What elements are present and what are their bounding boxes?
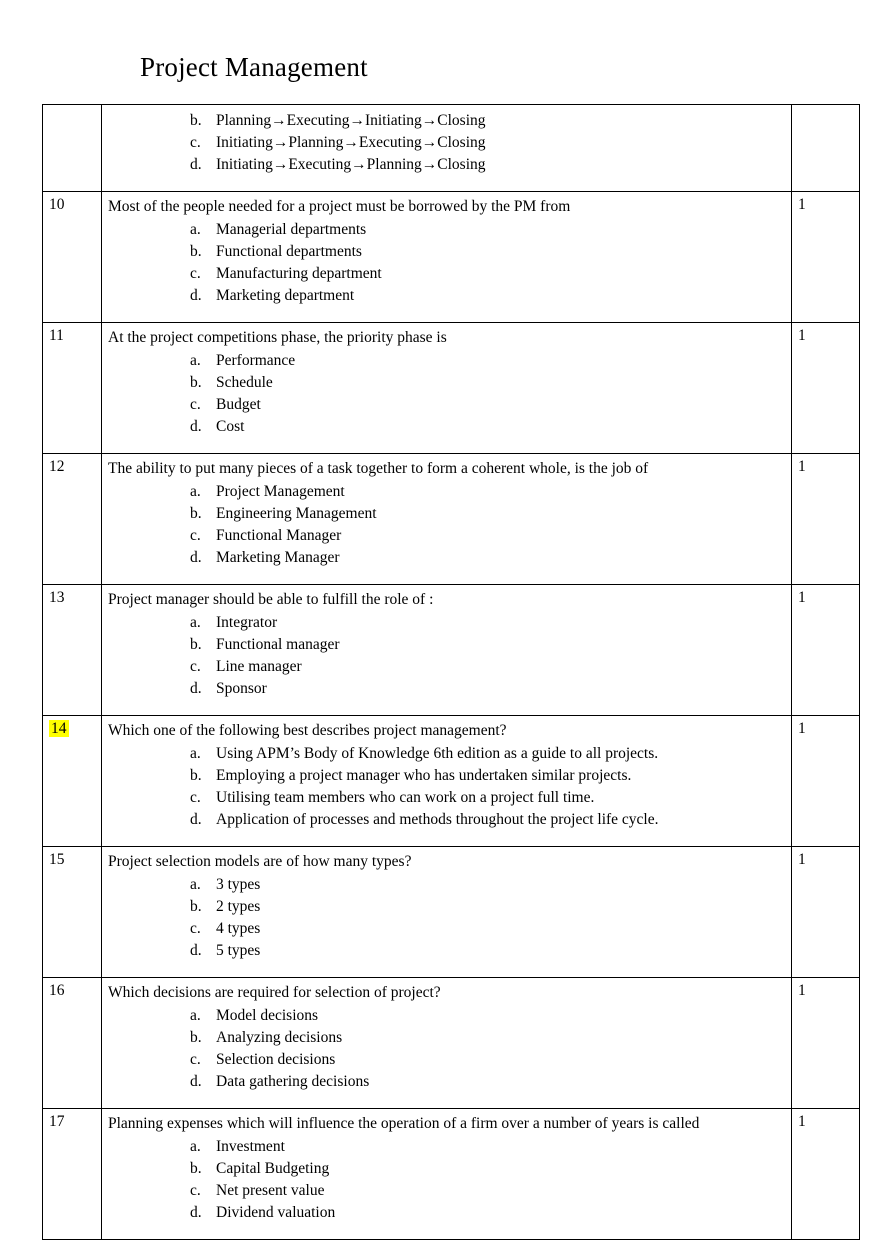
- option-item: [190, 940, 785, 962]
- option-letter: a.: [190, 614, 201, 631]
- question-cell: [102, 978, 792, 1109]
- option-letter: b.: [190, 505, 202, 522]
- option-text: Marketing department: [216, 287, 355, 304]
- option-letter: c.: [190, 134, 201, 151]
- option-text: 4 types: [216, 920, 261, 937]
- option-item: [190, 1049, 785, 1071]
- option-text: Investment: [216, 1138, 285, 1155]
- option-text: Budget: [216, 396, 261, 413]
- option-item: [190, 1071, 785, 1093]
- option-text: Initiating→Executing→Planning→Closing: [216, 156, 486, 173]
- question-row: [43, 585, 860, 716]
- option-item: [190, 481, 785, 503]
- question-number: 13: [49, 589, 65, 606]
- options-list: [108, 874, 785, 962]
- question-row: [43, 323, 860, 454]
- option-text: Planning→Executing→Initiating→Closing: [216, 112, 486, 129]
- question-text: Most of the people needed for a project must be borrowed by the PM from: [108, 198, 571, 215]
- option-text: Employing a project manager who has undertaken similar projects.: [216, 767, 632, 784]
- marks-cell: 1: [792, 1109, 860, 1240]
- option-item: [190, 241, 785, 263]
- option-text: Sponsor: [216, 680, 267, 697]
- option-text: Data gathering decisions: [216, 1073, 370, 1090]
- marks-cell: 1: [792, 978, 860, 1109]
- questions-body: [43, 105, 860, 1240]
- option-letter: c.: [190, 920, 201, 937]
- option-letter: c.: [190, 527, 201, 544]
- option-item: [190, 110, 785, 132]
- option-letter: a.: [190, 221, 201, 238]
- question-number-cell: [43, 192, 102, 323]
- question-row: [43, 716, 860, 847]
- option-text: Functional departments: [216, 243, 362, 260]
- option-text: Project Management: [216, 483, 345, 500]
- option-letter: a.: [190, 352, 201, 369]
- question-number-cell: [43, 1109, 102, 1240]
- question-text: Project selection models are of how many types?: [108, 853, 412, 870]
- question-row: [43, 978, 860, 1109]
- question-text: The ability to put many pieces of a task together to form a coherent whole, is the job of: [108, 460, 649, 477]
- question-row: [43, 847, 860, 978]
- question-number-cell: [43, 978, 102, 1109]
- question-number-cell: [43, 585, 102, 716]
- option-text: Dividend valuation: [216, 1204, 336, 1221]
- option-letter: d.: [190, 942, 202, 959]
- option-letter: d.: [190, 156, 202, 173]
- marks-cell: 1: [792, 323, 860, 454]
- option-item: [190, 263, 785, 285]
- option-text: Schedule: [216, 374, 273, 391]
- question-cell: [102, 323, 792, 454]
- option-letter: c.: [190, 658, 201, 675]
- question-row: [43, 192, 860, 323]
- option-letter: b.: [190, 243, 202, 260]
- question-number-cell: [43, 454, 102, 585]
- marks-cell: 1: [792, 847, 860, 978]
- options-list: [108, 612, 785, 700]
- question-text: At the project competitions phase, the priority phase is: [108, 329, 447, 346]
- option-text: Integrator: [216, 614, 278, 631]
- option-text: Initiating→Planning→Executing→Closing: [216, 134, 486, 151]
- option-item: [190, 1136, 785, 1158]
- option-text: Model decisions: [216, 1007, 319, 1024]
- question-number: 12: [49, 458, 65, 475]
- option-letter: a.: [190, 1007, 201, 1024]
- option-letter: b.: [190, 898, 202, 915]
- marks-cell: 1: [792, 585, 860, 716]
- marks-cell: 1: [792, 192, 860, 323]
- option-item: [190, 1005, 785, 1027]
- option-letter: a.: [190, 1138, 201, 1155]
- option-item: [190, 896, 785, 918]
- option-letter: a.: [190, 876, 201, 893]
- option-item: [190, 765, 785, 787]
- question-number-cell: [43, 105, 102, 192]
- option-item: [190, 1180, 785, 1202]
- option-text: Net present value: [216, 1182, 325, 1199]
- option-letter: d.: [190, 418, 202, 435]
- option-letter: c.: [190, 1051, 201, 1068]
- question-row: [43, 105, 860, 192]
- option-text: Utilising team members who can work on a project full time.: [216, 789, 595, 806]
- option-text: Capital Budgeting: [216, 1160, 330, 1177]
- page-title: Project Management: [140, 52, 368, 82]
- option-text: Using APM’s Body of Knowledge 6th edition as a guide to all projects.: [216, 745, 659, 762]
- option-letter: d.: [190, 811, 202, 828]
- option-letter: b.: [190, 767, 202, 784]
- option-item: [190, 372, 785, 394]
- option-text: Analyzing decisions: [216, 1029, 343, 1046]
- option-text: 5 types: [216, 942, 261, 959]
- option-letter: c.: [190, 396, 201, 413]
- option-letter: a.: [190, 483, 201, 500]
- option-item: [190, 416, 785, 438]
- option-letter: d.: [190, 1073, 202, 1090]
- option-letter: b.: [190, 1160, 202, 1177]
- option-item: [190, 503, 785, 525]
- question-row: [43, 454, 860, 585]
- option-item: [190, 612, 785, 634]
- question-cell: [102, 454, 792, 585]
- options-list: [108, 350, 785, 438]
- option-text: Engineering Management: [216, 505, 377, 522]
- marks-cell: 1: [792, 454, 860, 585]
- option-text: Manufacturing department: [216, 265, 382, 282]
- option-letter: d.: [190, 680, 202, 697]
- option-letter: a.: [190, 745, 201, 762]
- option-letter: b.: [190, 374, 202, 391]
- question-cell: [102, 716, 792, 847]
- question-number: 14: [51, 720, 67, 737]
- question-number: 17: [49, 1113, 65, 1130]
- options-list: [108, 1136, 785, 1224]
- options-list: [108, 743, 785, 831]
- option-item: [190, 154, 785, 176]
- option-letter: b.: [190, 112, 202, 129]
- option-item: [190, 656, 785, 678]
- option-text: 2 types: [216, 898, 261, 915]
- option-item: [190, 809, 785, 831]
- options-list: [108, 1005, 785, 1093]
- question-cell: [102, 585, 792, 716]
- option-letter: d.: [190, 1204, 202, 1221]
- option-item: [190, 525, 785, 547]
- option-text: Managerial departments: [216, 221, 367, 238]
- options-list: [108, 219, 785, 307]
- option-text: Functional Manager: [216, 527, 342, 544]
- question-number: 10: [49, 196, 65, 213]
- question-number-cell: [43, 323, 102, 454]
- options-list: [108, 481, 785, 569]
- option-text: 3 types: [216, 876, 261, 893]
- option-letter: c.: [190, 265, 201, 282]
- option-letter: d.: [190, 287, 202, 304]
- option-item: [190, 874, 785, 896]
- option-item: [190, 547, 785, 569]
- option-text: Functional manager: [216, 636, 340, 653]
- option-item: [190, 678, 785, 700]
- question-cell: [102, 105, 792, 192]
- option-item: [190, 285, 785, 307]
- option-letter: c.: [190, 789, 201, 806]
- question-number-cell: [43, 847, 102, 978]
- question-number: 16: [49, 982, 65, 999]
- questions-table: [42, 104, 860, 1240]
- question-cell: [102, 1109, 792, 1240]
- option-letter: b.: [190, 1029, 202, 1046]
- option-text: Line manager: [216, 658, 302, 675]
- question-number-cell: [43, 716, 102, 847]
- question-number: 15: [49, 851, 65, 868]
- options-list: [108, 110, 785, 176]
- option-item: [190, 787, 785, 809]
- option-text: Application of processes and methods throughout the project life cycle.: [216, 811, 659, 828]
- option-item: [190, 743, 785, 765]
- option-letter: d.: [190, 549, 202, 566]
- question-text: Planning expenses which will influence the operation of a firm over a number of years is called: [108, 1115, 700, 1132]
- marks-cell: 1: [792, 716, 860, 847]
- option-item: [190, 918, 785, 940]
- option-item: [190, 1202, 785, 1224]
- option-letter: b.: [190, 636, 202, 653]
- option-item: [190, 634, 785, 656]
- question-text: Which decisions are required for selection of project?: [108, 984, 441, 1001]
- option-item: [190, 394, 785, 416]
- option-item: [190, 219, 785, 241]
- option-item: [190, 132, 785, 154]
- option-item: [190, 1158, 785, 1180]
- question-cell: [102, 192, 792, 323]
- question-text: Project manager should be able to fulfill the role of :: [108, 591, 434, 608]
- option-item: [190, 1027, 785, 1049]
- question-number: 11: [49, 327, 64, 344]
- option-text: Marketing Manager: [216, 549, 340, 566]
- option-text: Selection decisions: [216, 1051, 336, 1068]
- marks-cell: [792, 105, 860, 192]
- option-item: [190, 350, 785, 372]
- option-letter: c.: [190, 1182, 201, 1199]
- question-row: [43, 1109, 860, 1240]
- question-cell: [102, 847, 792, 978]
- question-text: Which one of the following best describes project management?: [108, 722, 507, 739]
- option-text: Performance: [216, 352, 296, 369]
- option-text: Cost: [216, 418, 245, 435]
